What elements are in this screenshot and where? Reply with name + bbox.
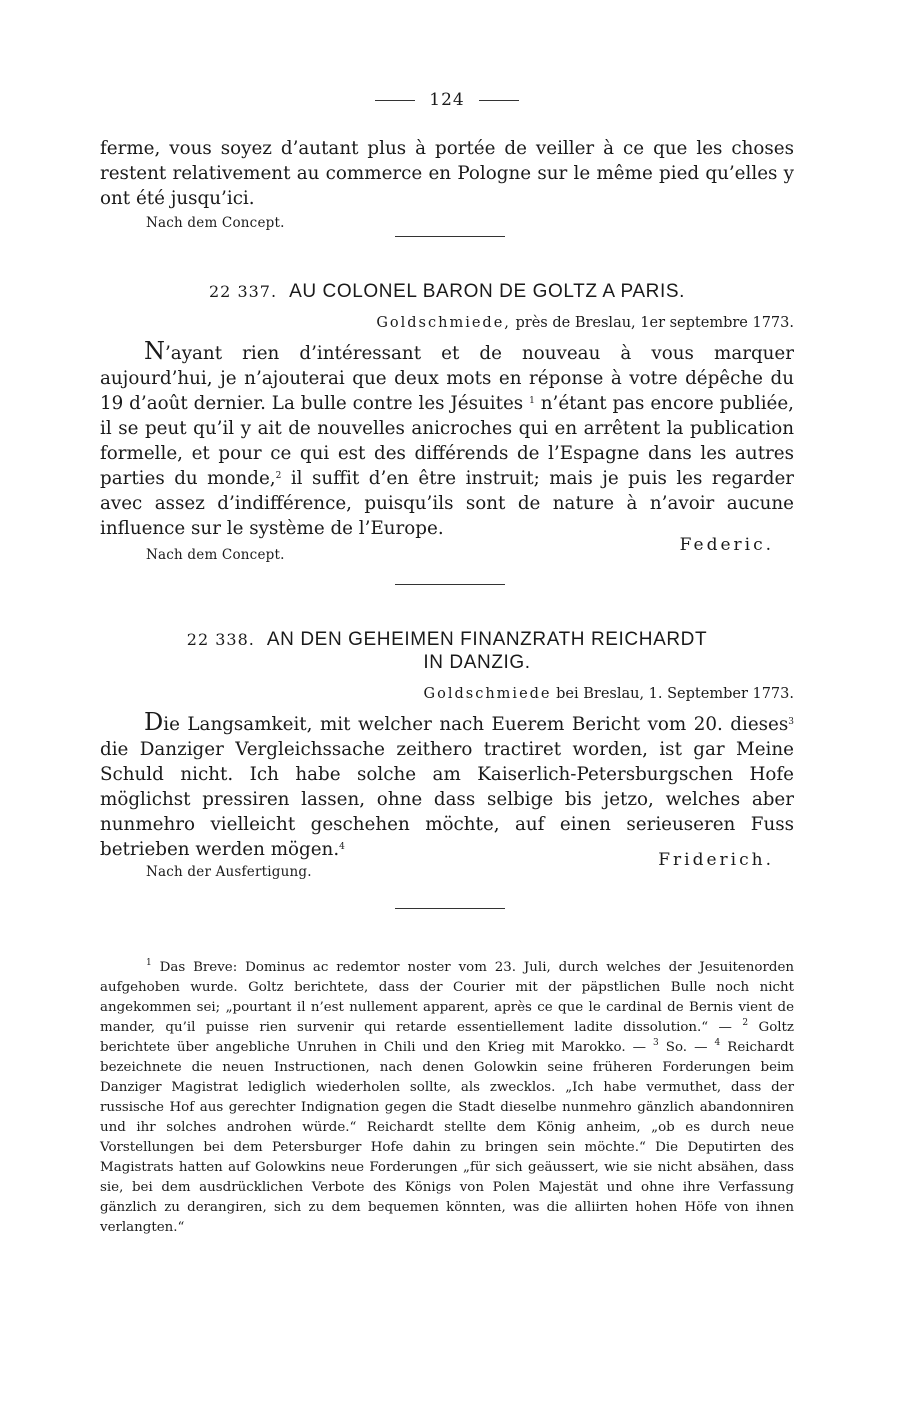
footnote-number: 2 [742, 1018, 749, 1028]
footnote-text: So. — [665, 1040, 708, 1055]
page-number-dash-left [375, 100, 415, 101]
letter-number: 22 337. [209, 282, 278, 301]
letter-body-part: ’ayant rien d’intéressant et de nouveau à vous marquer aujourd’hui, je n’ajouterai que deux mots en réponse à votre dépêche du 19 d’août dernier. La bulle contre les Jésuites [100, 343, 794, 414]
dateline [100, 686, 794, 702]
continuation-source: Nach dem Concept. [146, 215, 285, 231]
letter-body [100, 339, 794, 541]
letter-body-part: die Danziger Vergleichssache zeithero tractiret worden, ist gar Meine Schuld nicht. Ich habe solche am Kaiserlich-Petersburgschen Hofe möglichst pressiren lassen, ohne dass selbige bis jetzo, welches aber nunmehro vielleicht geschehen möchte, auf einen serieuseren Fuss betrieben werden mögen. [100, 739, 794, 860]
signature: Friderich. [658, 850, 774, 870]
footnote-ref[interactable]: 4 [339, 842, 345, 852]
letter-22338 [100, 628, 794, 886]
page-number-dash-right [479, 100, 519, 101]
footnotes [100, 958, 794, 1238]
letter-source: Nach dem Concept. [146, 547, 285, 563]
letter-title: AU COLONEL BARON DE GOLTZ A PARIS. [289, 281, 685, 302]
separator-rule [395, 908, 505, 909]
letter-heading [100, 280, 794, 303]
footnote-number: 4 [714, 1038, 721, 1048]
dateline-place: Goldschmiede, [376, 315, 511, 331]
letter-body-part: n’étant pas encore publiée, il se peut qu’il y ait de nouvelles anicroches qui en arrêtent la publication formelle, et pour ce qui est des différends de l’Espagne dans les autres parties du monde, [100, 393, 794, 489]
drop-capital: D [144, 708, 164, 736]
separator-rule [395, 584, 505, 585]
letter-source: Nach der Ausfertigung. [146, 864, 312, 880]
page-number-text: 124 [429, 90, 465, 110]
dateline-place: Goldschmiede [423, 686, 552, 702]
footnote-ref[interactable]: 2 [275, 471, 282, 481]
drop-capital: N [144, 337, 165, 365]
footnote-text: Reichardt bezeichnete die neuen Instructionen, nach denen Golowkin seine früheren Forderungen beim Danziger Magistrat lediglich wiederholen sollte, als zwecklos. „Ich habe vermuthet, dass der russische Hof aus gerechter Indignation gegen die Stadt dieselbe nunmehro gänzlich abandonniren und ihr solches androhen würde.“ Reichardt stellte dem König anheim, „ob es durch neue Vorstellungen bei dem Petersburger Hofe dahin zu bringen sein möchte.“ Die Deputirten des Magistrats hatten auf Golowkins neue Forderungen „für sich geäussert, wie sie nicht absähen, dass sie, bei dem ausdrücklichen Verbote des Königs von Polen Majestät und ohne ihre Verfassung gänzlich zu derangiren, sich zu dem bequemen könnten, was die alliirten hohen Höfe von ihnen verlangten.“ [100, 1040, 795, 1235]
footnote-number: 1 [146, 958, 152, 968]
dateline-date: bei Breslau, 1. September 1773. [556, 686, 794, 702]
letter-number: 22 338. [186, 630, 255, 649]
page-number [100, 90, 794, 110]
letter-title-line: IN DANZIG. [423, 652, 531, 673]
dateline-date: près de Breslau, 1er septembre 1773. [515, 315, 794, 331]
letter-body [100, 710, 794, 862]
footnote-text: Goltz berichtete über angebliche Unruhen in Chili und den Krieg mit Marokko. — [100, 1020, 794, 1055]
footnote-text: Das Breve: Dominus ac redemtor noster vom 23. Juli, durch welches der Jesuitenorden aufgehoben wurde. Goltz berichtete, dass der Courier mit der päpstlichen Bulle noch nicht angekommen sei; „pourtant il n’est nullement apparent, après ce que le cardinal de Bernis vient de mander, qu’il puisse rien survenir qui retarde essentiellement ladite dissolution.“ — [100, 960, 794, 1035]
letter-body-part: il suffit d’en être instruit; mais je puis les regarder avec assez d’indifférence, puisqu’ils sont de nature à n’avoir aucune influence sur le système de l’Europe. [100, 468, 795, 539]
continuation-paragraph: ferme, vous soyez d’autant plus à portée de veiller à ce que les choses restent relativement au commerce en Pologne sur le même pied qu’elles y ont été jusqu’ici. [100, 138, 794, 209]
separator-rule [395, 236, 505, 237]
letter-heading [100, 628, 794, 674]
letter-body-part: ie Langsamkeit, mit welcher nach Euerem Bericht vom 20. dieses [163, 714, 789, 735]
letter-22337 [100, 280, 794, 565]
signature: Federic. [679, 535, 774, 555]
footnote-ref[interactable]: 3 [788, 717, 794, 727]
letter-title-line: AN DEN GEHEIMEN FINANZRATH REICHARDT [266, 629, 708, 650]
footnote-ref[interactable]: 1 [529, 396, 535, 406]
dateline [100, 315, 794, 331]
footnote-number: 3 [653, 1038, 659, 1048]
